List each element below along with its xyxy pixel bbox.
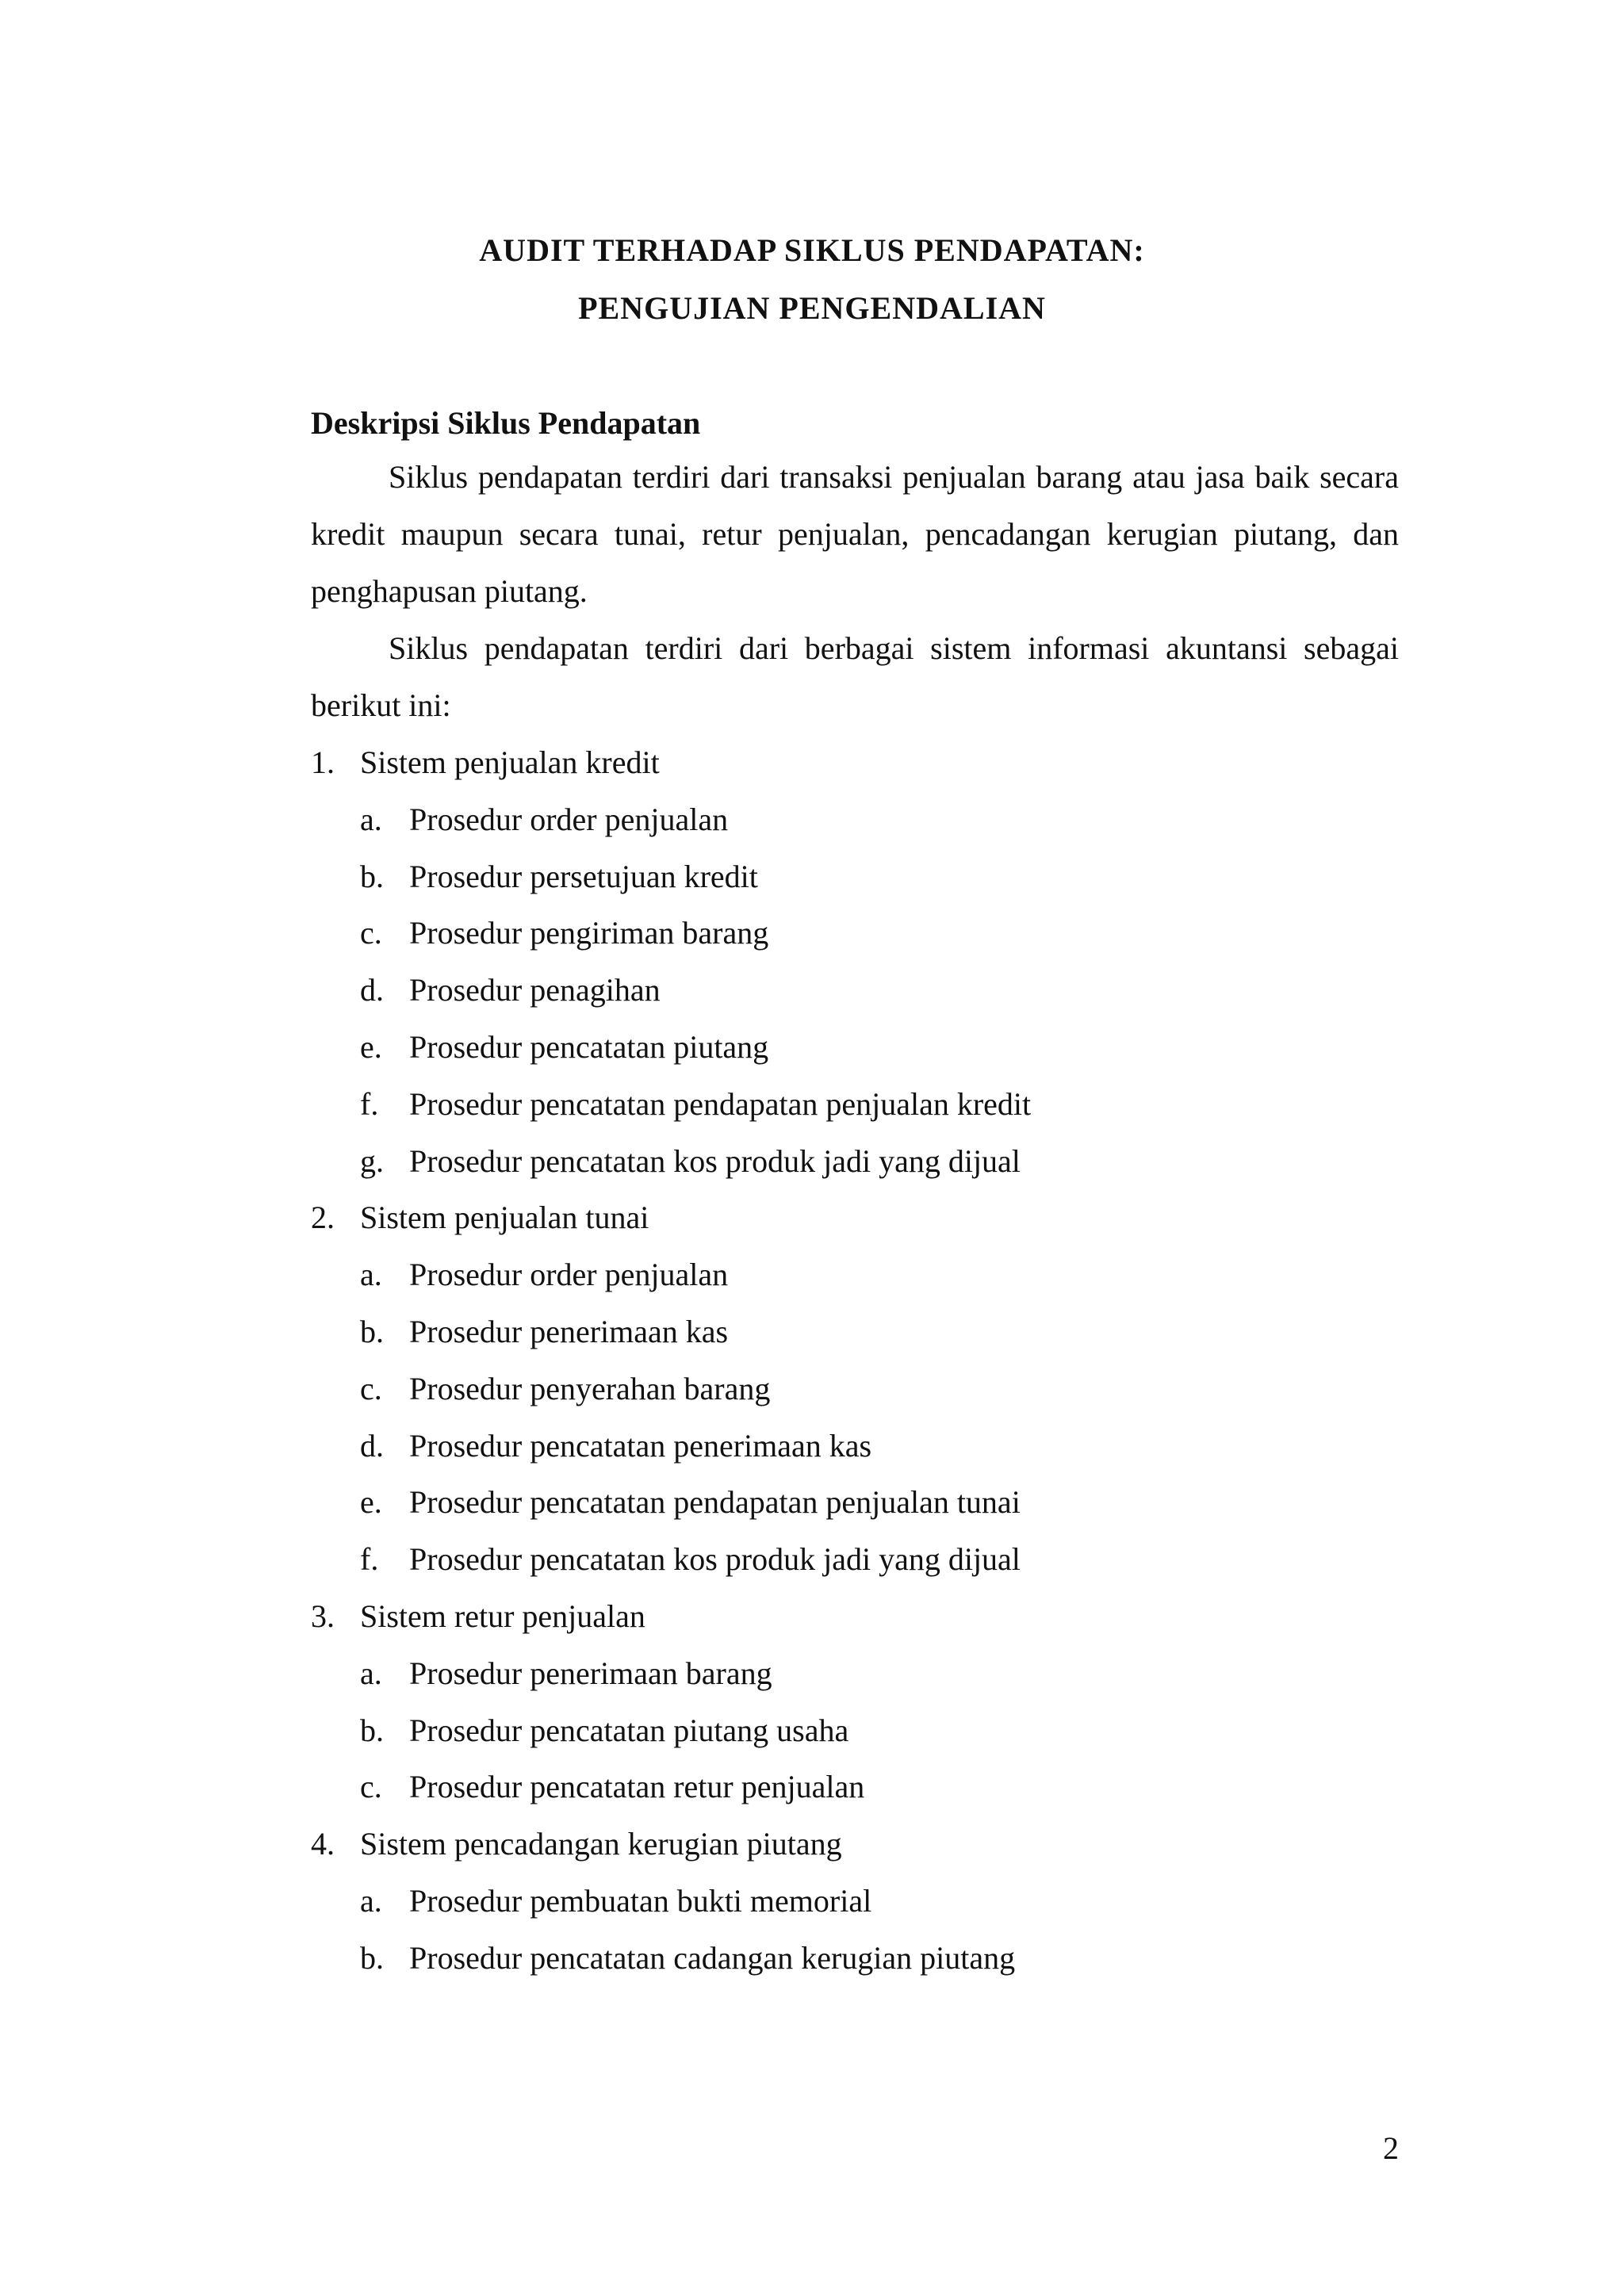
sub-list-item-label: Prosedur pencatatan retur penjualan (409, 1769, 865, 1805)
list-marker: 2. (311, 1200, 335, 1236)
procedures-list (360, 1246, 1399, 1588)
sub-list-marker: c. (360, 1769, 382, 1805)
procedures-list (360, 791, 1399, 1190)
sub-list-item-label: Prosedur pencatatan kos produk jadi yang dijual (409, 1541, 1021, 1578)
list-marker: 4. (311, 1826, 335, 1862)
sub-list-marker: a. (360, 1655, 382, 1691)
sub-list-item-label: Prosedur pencatatan kos produk jadi yang dijual (409, 1142, 1021, 1179)
page-title-line-1: AUDIT TERHADAP SIKLUS PENDAPATAN: (479, 232, 1145, 268)
sub-list-marker: a. (360, 1257, 382, 1293)
sub-list-item-label: Prosedur pengiriman barang (409, 915, 769, 951)
sub-list-item (360, 1758, 1399, 1816)
list-item-label: Sistem penjualan kredit (360, 744, 660, 780)
sub-list-item (360, 1645, 1399, 1702)
list-item-system-2 (311, 1189, 1399, 1588)
sub-list-item-label: Prosedur pembuatan bukti memorial (409, 1882, 872, 1919)
sub-list-marker: a. (360, 801, 382, 837)
list-item-system-3 (311, 1588, 1399, 1816)
sub-list-marker: f. (360, 1085, 379, 1122)
sub-list-marker: e. (360, 1028, 382, 1065)
section-heading: Deskripsi Siklus Pendapatan (311, 405, 701, 441)
sub-list-item (360, 1531, 1399, 1588)
sub-list-marker: b. (360, 1939, 384, 1976)
sub-list-item (360, 1076, 1399, 1133)
sub-list-marker: c. (360, 1370, 382, 1406)
sub-list-item-label: Prosedur pencatatan piutang usaha (409, 1712, 849, 1748)
list-marker: 3. (311, 1598, 335, 1634)
sub-list-item-label: Prosedur penerimaan barang (409, 1655, 772, 1691)
list-item-label: Sistem pencadangan kerugian piutang (360, 1826, 842, 1862)
sub-list-item-label: Prosedur pencatatan cadangan kerugian piutang (409, 1939, 1016, 1976)
sub-list-item (360, 1019, 1399, 1076)
paragraph-1: Siklus pendapatan terdiri dari transaksi penjualan barang atau jasa baik secara kredit maupun secara tunai, retur penjualan, pencadangan kerugian piutang, dan penghapusan piutang. (311, 459, 1399, 609)
page-title-line-2: PENGUJIAN PENGENDALIAN (578, 290, 1046, 326)
sub-list-item (360, 1303, 1399, 1360)
sub-list-marker: d. (360, 972, 384, 1008)
list-item-system-4 (311, 1816, 1399, 1986)
sub-list-item (360, 1133, 1399, 1190)
sub-list-marker: a. (360, 1882, 382, 1919)
systems-list (311, 734, 1399, 1987)
sub-list-marker: g. (360, 1142, 384, 1179)
sub-list-item (360, 962, 1399, 1019)
sub-list-item (360, 1246, 1399, 1303)
sub-list-marker: b. (360, 858, 384, 894)
list-item-label: Sistem retur penjualan (360, 1598, 645, 1634)
sub-list-item-label: Prosedur pencatatan piutang (409, 1028, 769, 1065)
procedures-list (360, 1645, 1399, 1816)
sub-list-item (360, 848, 1399, 905)
sub-list-item-label: Prosedur penagihan (409, 972, 661, 1008)
sub-list-item-label: Prosedur pencatatan pendapatan penjualan tunai (409, 1484, 1021, 1521)
page-number: 2 (1383, 2130, 1399, 2166)
sub-list-marker: e. (360, 1484, 382, 1521)
sub-list-item (360, 1360, 1399, 1418)
sub-list-item-label: Prosedur order penjualan (409, 1257, 729, 1293)
sub-list-item-label: Prosedur persetujuan kredit (409, 858, 758, 894)
sub-list-marker: c. (360, 915, 382, 951)
sub-list-item (360, 1873, 1399, 1930)
sub-list-marker: b. (360, 1313, 384, 1349)
sub-list-item-label: Prosedur pencatatan penerimaan kas (409, 1427, 872, 1464)
sub-list-item (360, 1702, 1399, 1759)
sub-list-item-label: Prosedur penerimaan kas (409, 1313, 729, 1349)
sub-list-item (360, 1930, 1399, 1987)
sub-list-marker: d. (360, 1427, 384, 1464)
sub-list-item-label: Prosedur pencatatan pendapatan penjualan kredit (409, 1085, 1032, 1122)
list-marker: 1. (311, 744, 335, 780)
list-item-label: Sistem penjualan tunai (360, 1200, 649, 1236)
sub-list-item (360, 905, 1399, 962)
list-item-system-1 (311, 734, 1399, 1189)
sub-list-item (360, 791, 1399, 848)
procedures-list (360, 1873, 1399, 1987)
sub-list-item-label: Prosedur order penjualan (409, 801, 729, 837)
sub-list-item (360, 1418, 1399, 1475)
sub-list-marker: f. (360, 1541, 379, 1578)
sub-list-item-label: Prosedur penyerahan barang (409, 1370, 771, 1406)
sub-list-item (360, 1474, 1399, 1531)
sub-list-marker: b. (360, 1712, 384, 1748)
paragraph-2: Siklus pendapatan terdiri dari berbagai sistem informasi akuntansi sebagai berikut ini: (311, 630, 1399, 723)
